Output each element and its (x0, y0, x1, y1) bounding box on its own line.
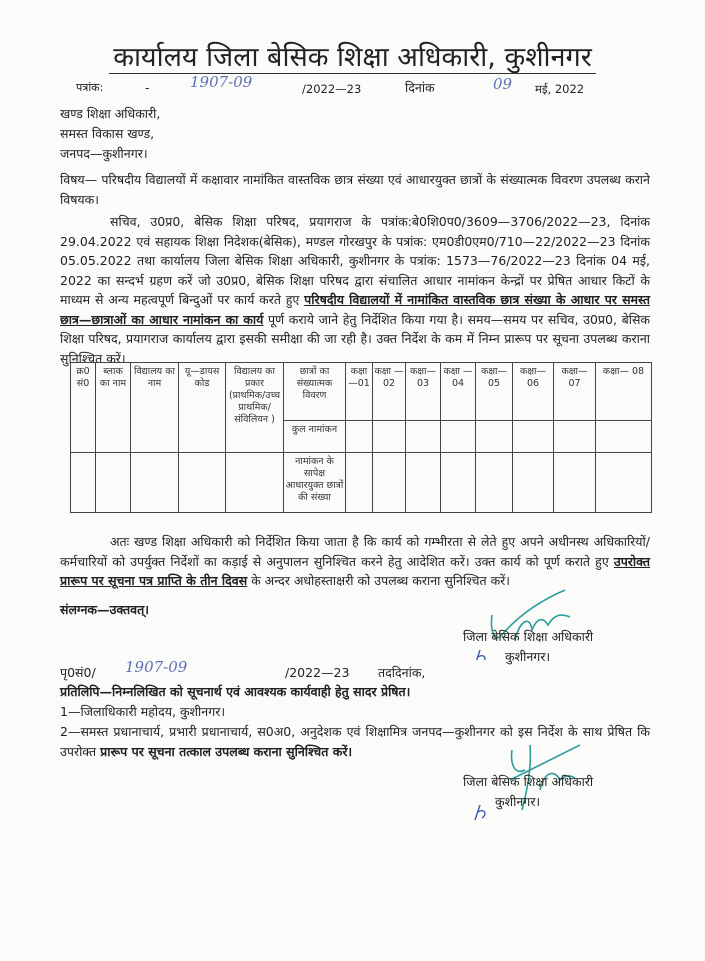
ref2-label: पृ0सं0/ (60, 665, 96, 680)
header-serial: क्र0 सं0 (71, 363, 96, 453)
ref2-date: तददिनांक, (378, 665, 426, 680)
ref2-number-handwritten: 1907-09 (125, 658, 188, 676)
emphasis: परिषदीय विद्यालयों में नामांकित वास्तविक छात्र संख्या के आधार पर समस्त छात्र—छात्राओं का आधार नामांकन का कार्य (60, 292, 651, 327)
header-class-07: कक्षा— 07 (554, 363, 596, 421)
ref-number-handwritten: 1907-09 (190, 73, 253, 91)
header-class-06: कक्षा— 06 (513, 363, 554, 421)
header-class-01: कक्षा —01 (346, 363, 373, 421)
copy-heading: प्रतिलिपि—निम्नलिखित को सूचनार्थ एवं आवश्यक कार्यवाही हेतु सादर प्रेषित। (60, 684, 411, 699)
header-numeric-details: छात्रों का संख्यात्मक विवरण (284, 363, 346, 421)
header-class-05: कक्षा— 05 (476, 363, 513, 421)
enrollment-format-table (70, 362, 652, 513)
paragraph-reference: सचिव, उ0प्र0, बेसिक शिक्षा परिषद, प्रयागराज के पत्रांक:बे0शि0प0/3609—3706/2022—23, दिनांक 29.04.2022 एवं सहायक शिक्षा निदेशक(बेसिक), मण्डल गोरखपुर के पत्रांक: एम0डी0एम0/710—22/2022—23 दिनांक 05.05.2022 तथा कार्यालय जिला बेसिक शिक्षा अधिकारी, कुशीनगर के पत्रांक: 1573—76/2022—23 दिनांक 04 मई, 2022 का सन्दर्भ ग्रहण करें जो उ0प्र0, बेसिक शिक्षा परिषद द्वारा संचालित आधार नामांकन केन्द्रों पर प्रेषित आधार किटों के माध्यम से अन्य महत्वपूर्ण बिन्दुओं पर कार्य करते हुए परिषदीय विद्यालयों में नामांकित वास्तविक छात्र संख्या के आधार पर समस्त छात्र—छात्राओं का आधार नामांकन का कार्य पूर्ण कराये जाने हेतु निर्देशित किया गया है। समय—समय पर सचिव, उ0प्र0, बेसिक शिक्षा परिषद, प्रयागराज कार्यालय द्वारा इसकी समीक्षा की जा रही है। उक्त निर्देश के कम में निम्न प्रारूप पर सूचना उपलब्ध कराना सुनिश्चित करें। (60, 214, 651, 366)
header-class-02: कक्षा —02 (373, 363, 406, 421)
ref-year: /2022—23 (302, 82, 362, 96)
address-line: खण्ड शिक्षा अधिकारी, (60, 106, 161, 121)
date-day-handwritten: 09 (493, 75, 513, 93)
header-block-name: ब्लाक का नाम (96, 363, 131, 453)
copy-item-2: 2—समस्त प्रधानाचार्य, प्रभारी प्रधानाचार्य, स0अ0, अनुदेशक एवं शिक्षामित्र जनपद—कुशीनगर को इस निर्देश के साथ प्रेषित कि उपरोक्त प्रारूप पर सूचना तत्काल उपलब्ध कराना सुनिश्चित करें। (60, 724, 650, 759)
signatory-designation: जिला बेसिक शिक्षा अधिकारी (463, 629, 594, 644)
header-school-name: विद्यालय का नाम (131, 363, 179, 453)
subject: विषय— परिषदीय विद्यालयों में कक्षावार नामांकित वास्तविक छात्र संख्या एवं आधारयुक्त छात्रों के संख्यात्मक विवरण उपलब्ध कराने विषयक। (60, 172, 650, 207)
emphasis: उपरोक्त प्रारूप पर सूचना पत्र प्राप्ति के तीन दिवस (60, 553, 650, 588)
ref2-year: /2022—23 (285, 665, 350, 680)
date-month-year: मई, 2022 (535, 82, 585, 96)
copy-item-1: 1—जिलाधिकारी महोदय, कुशीनगर। (60, 704, 226, 719)
signatory-designation: जिला बेसिक शिक्षा अधिकारी (463, 774, 594, 789)
address-line: समस्त विकास खण्ड, (60, 126, 155, 141)
signatory-district: कुशीनगर। (505, 649, 551, 664)
header-class-08: कक्षा— 08 (596, 363, 652, 421)
header-class-03: कक्षा— 03 (406, 363, 441, 421)
ref-dash: - (145, 80, 150, 95)
row-label-aadhaar-students: नामांकन के सापेक्ष आधारयुक्त छात्रों की संख्या (284, 453, 346, 513)
header-udise-code: यू—डायस कोड (179, 363, 226, 453)
row-label-total-enrollment: कुल नामांकन (284, 421, 346, 453)
header-school-type: विद्यालय का प्रकार (प्राथमिक/उच्च प्राथमिक/संविलियन ) (226, 363, 284, 453)
address-line: जनपद—कुशीनगर। (60, 146, 148, 161)
ref-label: पत्रांक: (76, 81, 104, 94)
signatory-district: कुशीनगर। (495, 794, 541, 809)
enclosure: संलग्नक—उक्तवत्। (60, 602, 149, 617)
paragraph-instruction: अतः खण्ड शिक्षा अधिकारी को निर्देशित किया जाता है कि कार्य को गम्भीरता से लेते हुए अपने अधीनस्थ अधिकारियों/कर्मचारियों को उपर्युक्त निर्देशों का कड़ाई से अनुपालन सुनिश्चित करने हेतु आदेशित करें। उक्त कार्य को पूर्ण कराते हुए उपरोक्त प्रारूप पर सूचना पत्र प्राप्ति के तीन दिवस के अन्दर अधोहस्ताक्षरी को उपलब्ध कराना सुनिश्चित करें। (60, 534, 650, 588)
date-label: दिनांक (405, 80, 435, 95)
header-class-04: कक्षा —04 (441, 363, 476, 421)
office-title: कार्यालय जिला बेसिक शिक्षा अधिकारी, कुशीनगर (0, 38, 705, 78)
